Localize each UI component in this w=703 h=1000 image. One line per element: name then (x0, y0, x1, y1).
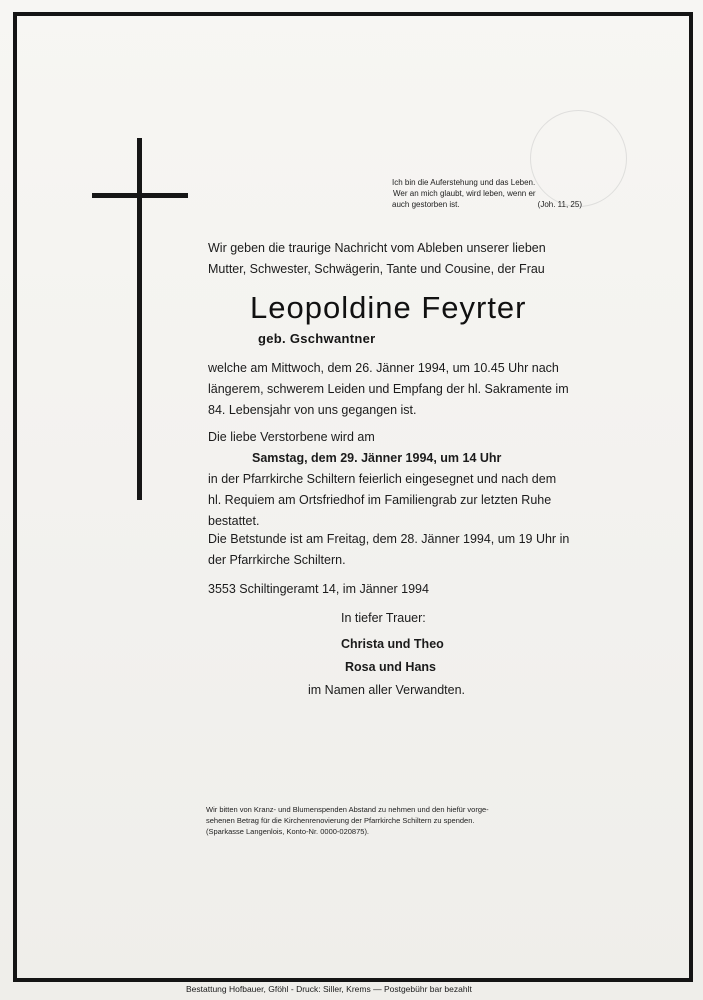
death-line-1: welche am Mittwoch, dem 26. Jänner 1994, um 10.45 Uhr nach (208, 361, 559, 375)
printer-footer: Bestattung Hofbauer, Gföhl - Druck: Siller, Krems — Postgebühr bar bezahlt (186, 984, 472, 994)
verse-line-2: Wer an mich glaubt, wird leben, wenn er (393, 189, 536, 198)
black-border-right (689, 12, 693, 982)
cross-icon-bar (92, 193, 188, 198)
mourners-names-2: Rosa und Hans (345, 660, 436, 674)
intro-text (208, 238, 563, 280)
funeral-date: Samstag, dem 29. Jänner 1994, um 14 Uhr (252, 451, 502, 465)
mourners-heading: In tiefer Trauer: (341, 611, 426, 625)
place-date: 3553 Schiltingeramt 14, im Jänner 1994 (208, 582, 429, 596)
prayer-line-2: der Pfarrkirche Schiltern. (208, 553, 346, 567)
death-line-2: längerem, schwerem Leiden und Empfang der hl. Sakramente im (208, 382, 569, 396)
request-line-3: (Sparkasse Langenlois, Konto-Nr. 0000-020875). (206, 827, 370, 836)
verse-reference: (Joh. 11, 25) (537, 200, 582, 209)
request-line-2: sehenen Betrag für die Kirchenrenovierung der Pfarrkirche Schiltern zu spenden. (206, 816, 475, 825)
funeral-line-3: in der Pfarrkirche Schiltern feierlich eingesegnet und nach dem (208, 472, 557, 486)
donation-request (206, 804, 572, 837)
black-border-bottom (13, 978, 693, 982)
funeral-line-5: bestattet. (208, 514, 260, 528)
intro-line-2: Mutter, Schwester, Schwägerin, Tante und Cousine, der Frau (208, 262, 545, 276)
intro-line-1: Wir geben die traurige Nachricht vom Ableben unserer lieben (208, 241, 546, 255)
black-border-top (13, 12, 693, 16)
black-border-left (13, 12, 17, 982)
verse-line-3: auch gestorben ist. (392, 200, 460, 209)
death-text (208, 358, 569, 421)
mourners-closing: im Namen aller Verwandten. (308, 683, 466, 697)
deceased-name: Leopoldine Feyrter (250, 290, 527, 325)
verse-line-1: Ich bin die Auferstehung und das Leben. (392, 178, 536, 187)
request-line-1: Wir bitten von Kranz- und Blumenspenden Abstand zu nehmen und den hiefür vorge- (206, 805, 489, 814)
funeral-line-1: Die liebe Verstorbene wird am (208, 430, 375, 444)
prayer-line-1: Die Betstunde ist am Freitag, dem 28. Jänner 1994, um 19 Uhr in (208, 532, 570, 546)
bible-verse (392, 177, 582, 210)
funeral-text (208, 427, 556, 532)
birth-name: geb. Gschwantner (258, 331, 376, 346)
death-line-3: 84. Lebensjahr von uns gegangen ist. (208, 403, 417, 417)
mourners-names-1: Christa und Theo (341, 637, 444, 651)
funeral-line-4: hl. Requiem am Ortsfriedhof im Familiengrab zur letzten Ruhe (208, 493, 552, 507)
prayer-text (208, 529, 569, 571)
